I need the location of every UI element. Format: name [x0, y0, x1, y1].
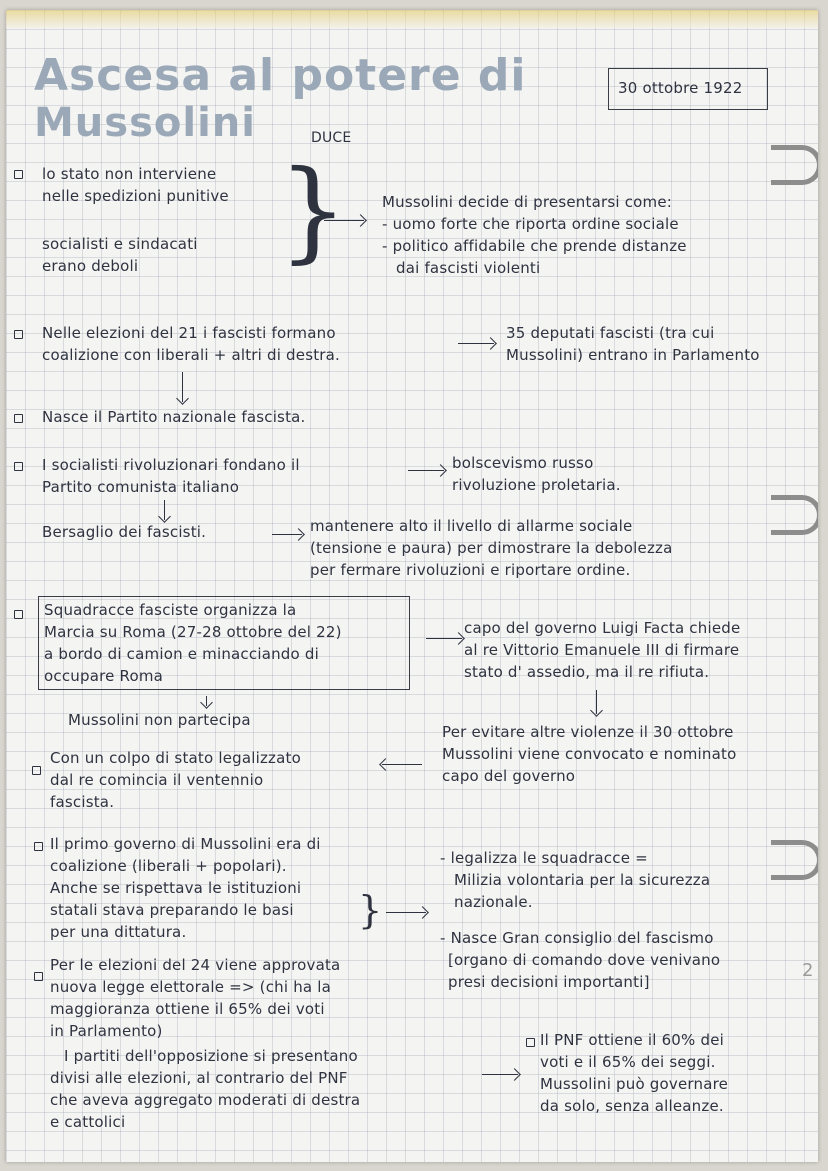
note-line: che aveva aggregato moderati di destra [50, 1091, 361, 1109]
note-line: Mussolini decide di presentarsi come: [382, 193, 673, 211]
note-line: stato d' assedio, ma il re rifiuta. [464, 663, 710, 681]
note-line: coalizione (liberali + popolari). [50, 857, 287, 875]
checkbox-bullet [14, 610, 23, 619]
note-line: nazionale. [454, 893, 533, 911]
notebook-page [6, 10, 818, 1162]
note-line: al re Vittorio Emanuele III di firmare [464, 641, 740, 659]
note-line: Milizia volontaria per la sicurezza [454, 871, 711, 889]
note-line: e cattolici [50, 1113, 126, 1131]
note-line: [organo di comando dove venivano [448, 951, 721, 969]
note-line: Mussolini viene convocato e nominato [442, 745, 737, 763]
note-line: presi decisioni importanti] [448, 973, 650, 991]
arrow-right-icon [426, 638, 462, 639]
note-line: voti e il 65% dei seggi. [540, 1053, 716, 1071]
margin-number: 2 [802, 960, 814, 981]
note-line: mantenere alto il livello di allarme sociale [310, 517, 633, 535]
binder-ring [771, 145, 818, 185]
arrow-right-icon [324, 220, 364, 221]
page-title-line2: Mussolini [34, 100, 256, 146]
note-line: Squadracce fasciste organizza la [44, 601, 297, 619]
note-line: dal re comincia il ventennio [50, 771, 264, 789]
brace-icon: } [278, 146, 348, 274]
note-line: Mussolini può governare [540, 1075, 729, 1093]
page-top-edge [6, 10, 818, 28]
checkbox-bullet [14, 330, 23, 339]
note-line: Il primo governo di Mussolini era di [50, 835, 321, 853]
note-line: Mussolini) entrano in Parlamento [506, 346, 760, 364]
note-line: Bersaglio dei fascisti. [42, 523, 207, 541]
note-line: Mussolini non partecipa [68, 711, 251, 729]
note-line: in Parlamento) [50, 1022, 163, 1040]
binder-ring [771, 495, 818, 535]
note-line: bolscevismo russo [452, 454, 594, 472]
arrow-right-icon [482, 1074, 518, 1075]
note-line: Nelle elezioni del 21 i fascisti formano [42, 324, 336, 342]
arrow-right-icon [272, 534, 302, 535]
arrow-down-icon [164, 500, 165, 520]
note-line: Per evitare altre violenze il 30 ottobre [442, 723, 734, 741]
note-line: lo stato non interviene [42, 165, 217, 183]
arrow-right-icon [386, 912, 426, 913]
note-line: Marcia su Roma (27-28 ottobre del 22) [44, 623, 342, 641]
date-label: 30 ottobre 1922 [618, 79, 743, 97]
arrow-left-icon [382, 764, 422, 765]
note-line: Nasce il Partito nazionale fascista. [42, 408, 306, 426]
arrow-down-icon [206, 696, 207, 706]
checkbox-bullet [32, 766, 41, 775]
note-line: per una dittatura. [50, 923, 187, 941]
note-line: Per le elezioni del 24 viene approvata [50, 956, 341, 974]
note-line: rivoluzione proletaria. [452, 476, 621, 494]
note-line: I partiti dell'opposizione si presentano [64, 1047, 358, 1065]
checkbox-bullet [14, 414, 23, 423]
arrow-down-icon [596, 690, 597, 714]
note-line: 35 deputati fascisti (tra cui [506, 324, 715, 342]
note-line: capo del governo Luigi Facta chiede [464, 619, 741, 637]
arrow-right-icon [408, 470, 444, 471]
note-line: socialisti e sindacati [42, 235, 198, 253]
checkbox-bullet [34, 972, 43, 981]
note-line: - politico affidabile che prende distanze [382, 237, 687, 255]
brace-icon: } [358, 888, 383, 932]
note-line: coalizione con liberali + altri di destra. [42, 346, 341, 364]
note-line: erano deboli [42, 257, 139, 275]
note-line: I socialisti rivoluzionari fondano il [42, 456, 300, 474]
note-line: fascista. [50, 793, 115, 811]
note-line: dai fascisti violenti [396, 259, 541, 277]
note-line: - legalizza le squadracce = [440, 849, 648, 867]
note-line: statali stava preparando le basi [50, 901, 294, 919]
note-line: - Nasce Gran consiglio del fascismo [440, 929, 714, 947]
note-line: nuova legge elettorale => (chi ha la [50, 978, 332, 996]
note-line: a bordo di camion e minacciando di [44, 645, 319, 663]
binder-ring [771, 840, 818, 880]
page-subtitle: DUCE [311, 130, 352, 146]
note-line: Anche se rispettava le istituzioni [50, 879, 302, 897]
note-line: capo del governo [442, 767, 576, 785]
checkbox-bullet [14, 170, 23, 179]
arrow-right-icon [458, 343, 494, 344]
note-line: - uomo forte che riporta ordine sociale [382, 215, 679, 233]
note-line: divisi alle elezioni, al contrario del PNF [50, 1069, 348, 1087]
arrow-down-icon [182, 372, 183, 402]
note-line: Partito comunista italiano [42, 478, 240, 496]
page-title-line1: Ascesa al potere di [34, 50, 527, 101]
note-line: per fermare rivoluzioni e riportare ordine. [310, 561, 631, 579]
note-line: (tensione e paura) per dimostrare la debolezza [310, 539, 673, 557]
checkbox-bullet [34, 842, 43, 851]
note-line: Il PNF ottiene il 60% dei [540, 1031, 724, 1049]
checkbox-bullet [14, 462, 23, 471]
note-line: nelle spedizioni punitive [42, 187, 229, 205]
note-line: occupare Roma [44, 667, 164, 685]
note-line: Con un colpo di stato legalizzato [50, 749, 301, 767]
note-line: da solo, senza alleanze. [540, 1097, 724, 1115]
checkbox-bullet [526, 1038, 535, 1047]
note-line: maggioranza ottiene il 65% dei voti [50, 1000, 325, 1018]
